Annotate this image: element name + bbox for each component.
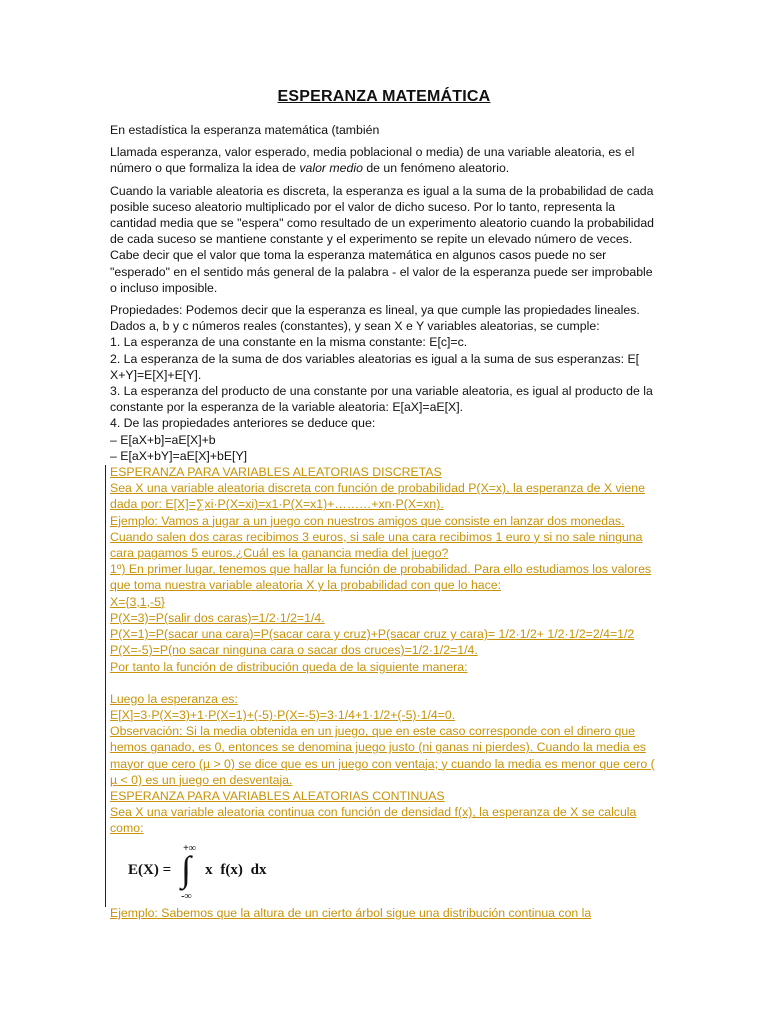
page-title: ESPERANZA MATEMÁTICA bbox=[277, 88, 491, 105]
expectation-formula bbox=[128, 841, 658, 901]
property-3: 3. La esperanza del producto de una constante por una variable aleatoria, es igual al producto de la constante por la esperanza de la variable aleatoria: E[aX]=aE[X]. bbox=[110, 384, 653, 415]
formula-lhs: E(X) = bbox=[128, 862, 172, 879]
continuous-definition: Sea X una variable aleatoria continua con función de densidad f(x), la esperanza de X se calcula como: bbox=[110, 805, 637, 836]
property-1: 1. La esperanza de una constante en la misma constante: E[c]=c. bbox=[110, 335, 468, 350]
property-4: 4. De las propiedades anteriores se deduce que: bbox=[110, 416, 376, 431]
prob-x1: P(X=1)=P(sacar una cara)=P(sacar cara y cruz)+P(sacar cruz y cara)= 1/2·1/2+ 1/2·1/2=2/4=1/2 bbox=[110, 627, 635, 642]
formula-integrand: x f(x) dx bbox=[205, 862, 267, 879]
change-bar bbox=[105, 465, 106, 907]
intro-discrete-paragraph: Cuando la variable aleatoria es discreta, la esperanza es igual a la suma de la probabilidad de cada posible suceso aleatorio multiplicado por el valor de dicho suceso. Por lo tanto, representa la cantidad media que se "espera" como resultado de un experimento aleatorio cuando la probabilidad de cada suceso se mantiene constante y el experimento se repite un elevado número de veces. Cabe decir que el valor que toma la esperanza matemática en algunos casos puede no ser "esperado" en el sentido más general de la palabra - el valor de la esperanza puede ser improbable o incluso imposible. bbox=[110, 183, 654, 295]
distribution-line: Por tanto la función de distribución queda de la siguiente manera: bbox=[110, 659, 468, 674]
property-4a: – E[aX+b]=aE[X]+b bbox=[110, 432, 216, 447]
discrete-heading: ESPERANZA PARA VARIABLES ALEATORIAS DISCRETAS bbox=[110, 465, 442, 480]
integral-upper: +∞ bbox=[183, 842, 196, 854]
property-2: 2. La esperanza de la suma de dos variables aleatorias es igual a la suma de sus esperanzas: E[ X+Y]=E[X]+E[Y]. bbox=[110, 351, 640, 382]
properties-given: Dados a, b y c números reales (constantes), y sean X e Y variables aleatorias, se cumple: bbox=[110, 319, 600, 334]
discrete-example: Ejemplo: Vamos a jugar a un juego con nuestros amigos que consiste en lanzar dos monedas. Cuando salen dos caras recibimos 3 euros, si sale una cara recibimos 1 euro y si no sale ninguna cara pagamos 5 euros.¿Cuál es la ganancia media del juego? bbox=[110, 513, 643, 561]
intro-definition: Llamada esperanza, valor esperado, media poblacional o media) de una variable aleatoria, es el número o que formaliza la idea de valor medio de un fenómeno aleatorio. bbox=[110, 145, 635, 176]
integral-lower: -∞ bbox=[181, 890, 192, 902]
discrete-definition: Sea X una variable aleatoria discreta con función de probabilidad P(X=x), la esperanza de X viene dada por: E[X]=∑xi·P(X=xi)=x1·P(X=x1)+………+xn·P(X=xn). bbox=[110, 481, 645, 512]
expectation-calc: E[X]=3·P(X=3)+1·P(X=1)+(-5)·P(X=-5)=3·1/4+1·1/2+(-5)·1/4=0. bbox=[110, 707, 456, 722]
continuous-example: Ejemplo: Sabemos que la altura de un cierto árbol sigue una distribución continua con la bbox=[110, 905, 592, 920]
intro-line: En estadística la esperanza matemática (también bbox=[110, 123, 380, 137]
discrete-values: X={3,1,-5} bbox=[110, 594, 166, 609]
tracked-changes-block bbox=[110, 464, 658, 921]
discrete-step1: 1º) En primer lugar, tenemos que hallar la función de probabilidad. Para ello estudiamos los valores que toma nuestra variable aleatoria X y la probabilidad con que lo hace: bbox=[110, 562, 652, 593]
observation: Observación: Si la media obtenida en un juego, que en este caso corresponde con el dinero que hemos ganado, es 0, entonces se denomina juego justo (ni ganas ni pierdes). Cuando la media es mayor que cero (µ > 0) se dice que es un juego con ventaja; y cuando la media es menor que cero ( µ < 0) es un juego en desventaja. bbox=[110, 724, 655, 787]
integral-icon: +∞ ∫ -∞ bbox=[177, 843, 199, 899]
expectation-intro: Luego la esperanza es: bbox=[110, 691, 238, 706]
property-4b: – E[aX+bY]=aE[X]+bE[Y] bbox=[110, 448, 248, 463]
prob-x3: P(X=3)=P(salir dos caras)=1/2·1/2=1/4. bbox=[110, 610, 325, 625]
document-body bbox=[110, 122, 658, 921]
prob-x-5: P(X=-5)=P(no sacar ninguna cara o sacar dos cruces)=1/2·1/2=1/4. bbox=[110, 643, 478, 658]
valor-medio-italic: valor medio bbox=[299, 161, 363, 176]
continuous-heading: ESPERANZA PARA VARIABLES ALEATORIAS CONTINUAS bbox=[110, 788, 445, 803]
properties-heading: Propiedades: Podemos decir que la esperanza es lineal, ya que cumple las propiedades lineales. bbox=[110, 303, 640, 318]
